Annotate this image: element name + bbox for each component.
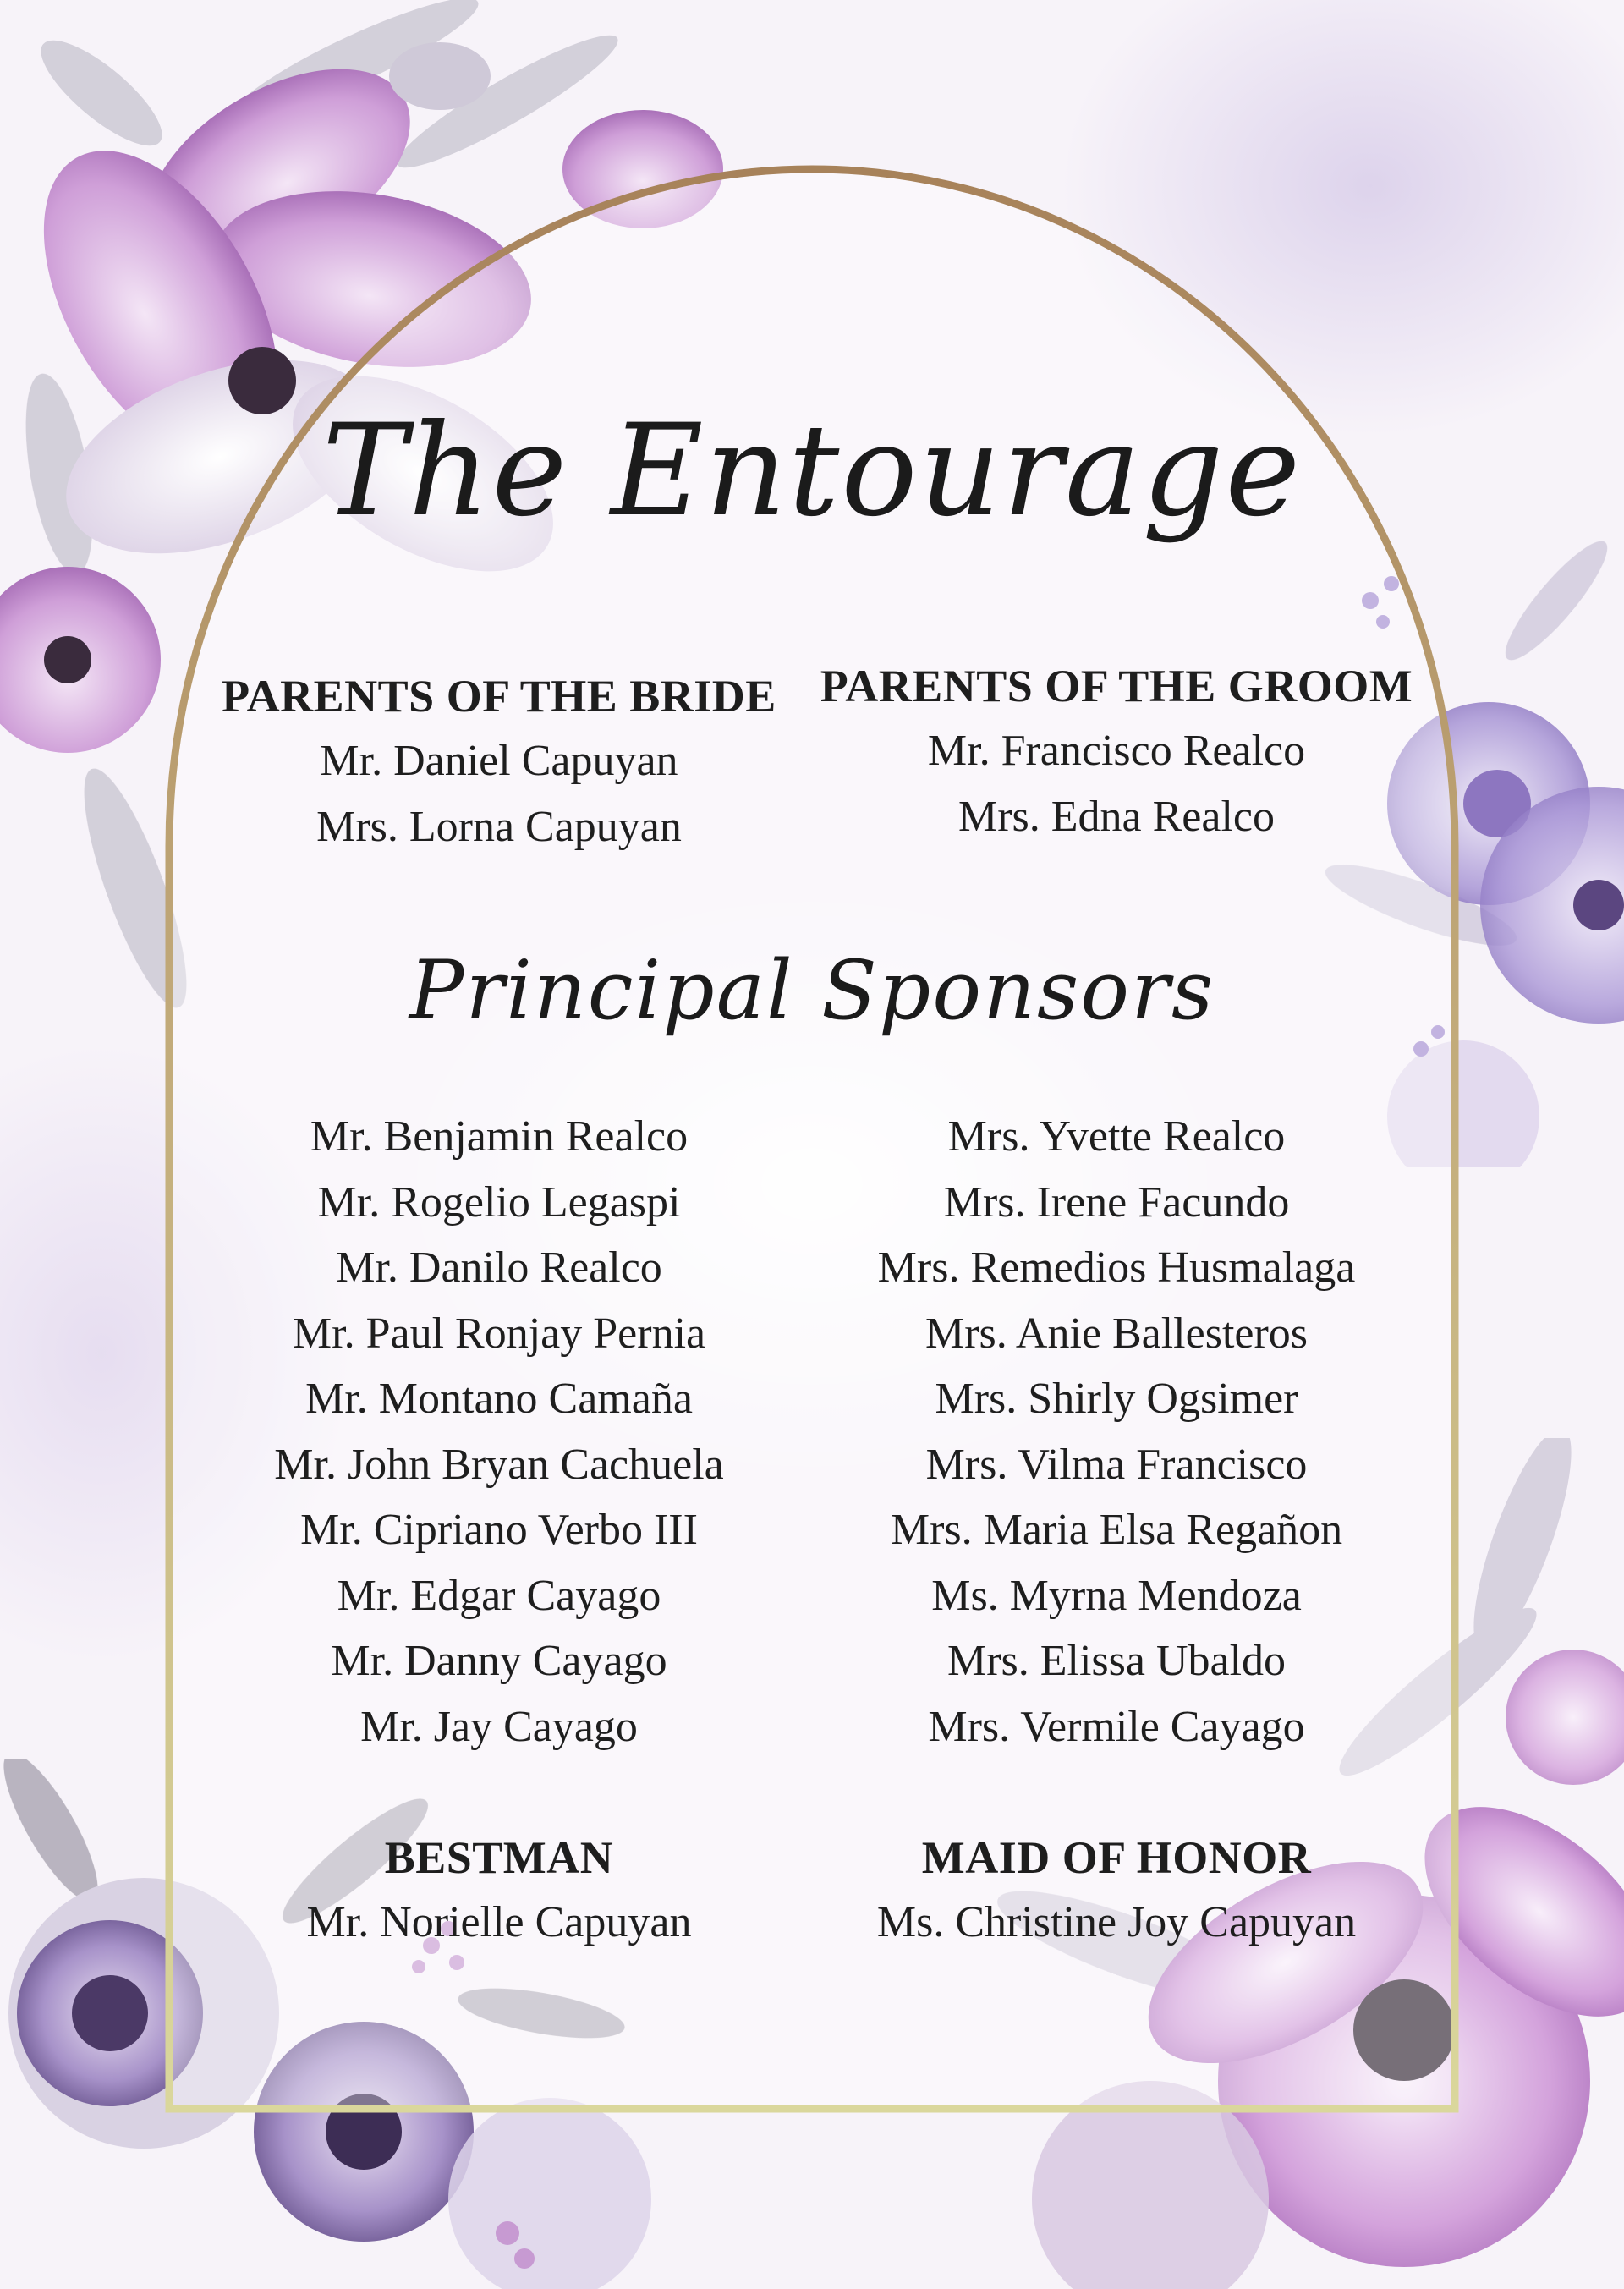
- parents-of-bride-heading: PARENTS OF THE BRIDE: [222, 671, 776, 722]
- list-item: Mrs. Yvette Realco: [947, 1112, 1286, 1161]
- list-item: Mrs. Maria Elsa Regañon: [890, 1506, 1343, 1554]
- name: Ms. Christine Joy Capuyan: [876, 1898, 1357, 1946]
- name: Mr. Norielle Capuyan: [306, 1898, 692, 1946]
- maid-of-honor-heading: MAID OF HONOR: [921, 1832, 1312, 1883]
- list-item: Mr. John Bryan Cachuela: [274, 1440, 724, 1489]
- parents-of-bride: [203, 664, 795, 859]
- list-item: Mrs. Irene Facundo: [943, 1177, 1290, 1227]
- list-item: Mr. Cipriano Verbo III: [300, 1506, 698, 1554]
- maid-of-honor: [812, 1825, 1421, 1956]
- sponsors-men-list: [203, 1104, 795, 1759]
- parents-of-groom: [812, 654, 1421, 849]
- name: Mrs. Edna Realco: [957, 792, 1275, 841]
- list-item: Ms. Myrna Mendoza: [931, 1571, 1302, 1620]
- list-item: Mrs. Vilma Francisco: [925, 1440, 1308, 1489]
- list-item: Mr. Benjamin Realco: [310, 1112, 689, 1161]
- list-item: Mr. Jay Cayago: [360, 1702, 638, 1751]
- name: Mr. Francisco Realco: [927, 727, 1306, 775]
- bestman: [203, 1825, 795, 1956]
- list-item: Mr. Danilo Realco: [336, 1243, 662, 1292]
- list-item: Mrs. Elissa Ubaldo: [946, 1637, 1287, 1685]
- list-item: Mrs. Shirly Ogsimer: [935, 1375, 1298, 1423]
- name: Mr. Daniel Capuyan: [320, 737, 678, 785]
- section-title: Principal Sponsors: [409, 943, 1215, 1038]
- list-item: Mr. Edgar Cayago: [337, 1571, 661, 1620]
- bestman-heading: BESTMAN: [384, 1832, 614, 1883]
- sponsors-women-list: [812, 1104, 1421, 1759]
- list-item: Mrs. Vermile Cayago: [928, 1702, 1305, 1751]
- list-item: Mr. Danny Cayago: [331, 1637, 667, 1685]
- list-item: Mr. Paul Ronjay Pernia: [292, 1309, 706, 1358]
- list-item: Mrs. Anie Ballesteros: [924, 1309, 1309, 1358]
- list-item: Mrs. Remedios Husmalaga: [877, 1243, 1356, 1292]
- list-item: Mr. Montano Camaña: [305, 1375, 693, 1423]
- page-title: The Entourage: [321, 398, 1303, 545]
- parents-of-groom-heading: PARENTS OF THE GROOM: [820, 661, 1413, 711]
- name: Mrs. Lorna Capuyan: [316, 802, 682, 851]
- list-item: Mr. Rogelio Legaspi: [317, 1177, 681, 1227]
